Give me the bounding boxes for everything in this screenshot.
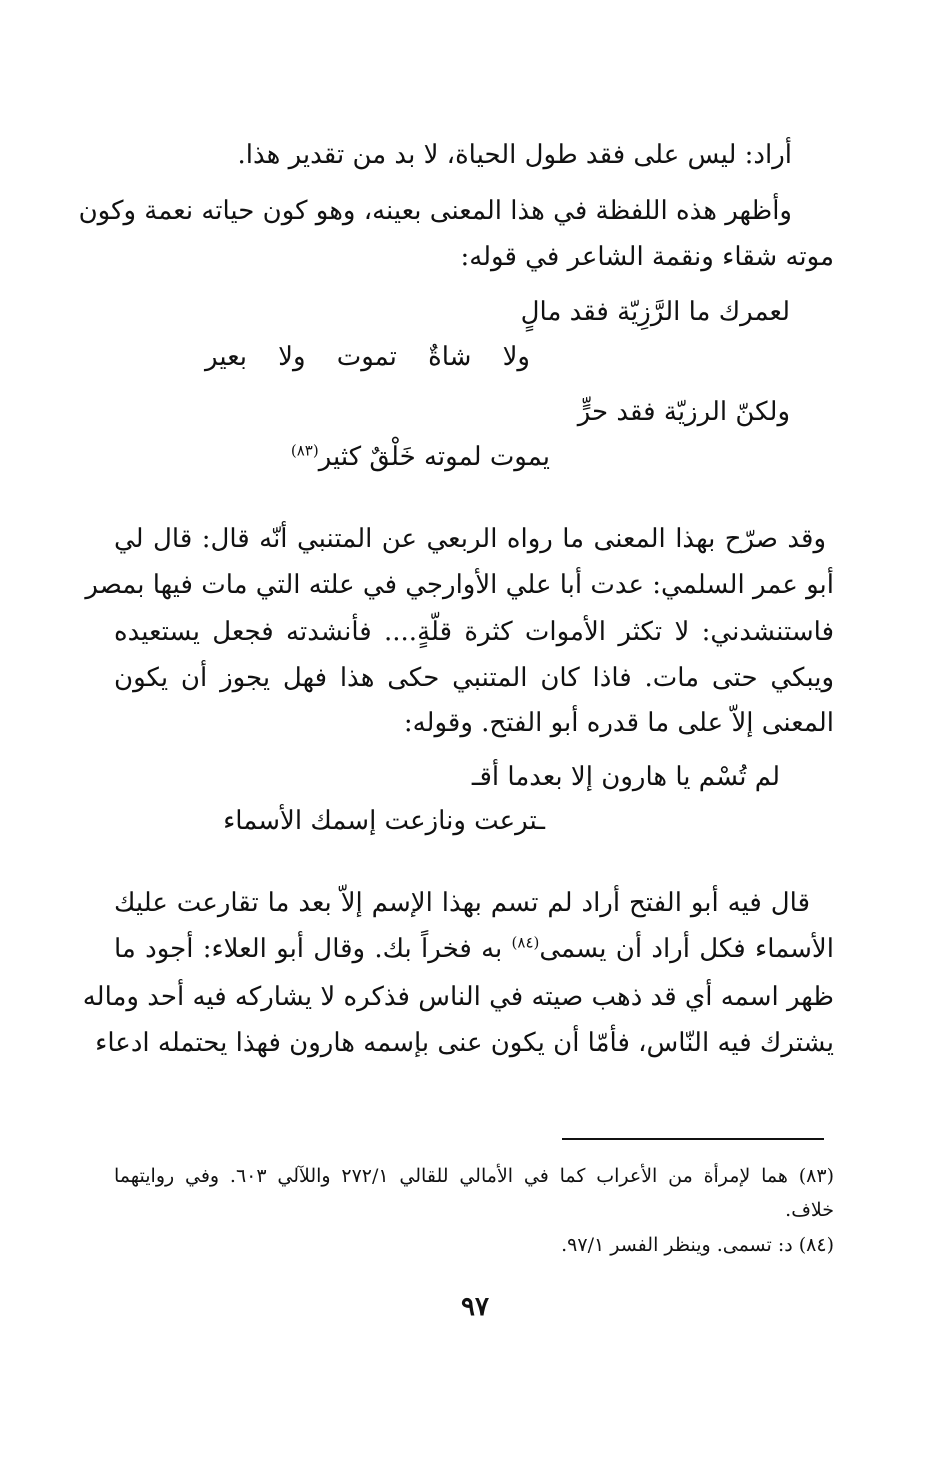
footnote: (٨٣) هما لإمرأة من الأعراب كما في الأمالي للقالي ٢٧٢/١ واللآلي ٦٠٣. وفي روايتهما [114, 1165, 834, 1187]
poem-verse: يموت لموته خَلْقٌ كثير$^{(٨٣)}$ [290, 441, 550, 472]
poem-verse: ـترعت ونازعت إسمك الأسماء [223, 806, 545, 836]
poem-verse: ولا شاةٌ تموت ولا بعير [205, 342, 530, 372]
text-line: أراد: ليس على فقد طول الحياة، لا بد من تقدير هذا. [237, 140, 792, 170]
text-line: ظهر اسمه أي قد ذهب صيته في الناس فذكره لا يشاركه فيه أحد وماله [82, 982, 834, 1012]
text-line: قال فيه أبو الفتح أراد لم تسم بهذا الإسم إلاّ بعد ما تقارعت عليك [114, 888, 810, 918]
text-line: فاستنشدني: لا تكثر الأموات كثرة قلّةٍ.... فأنشدته فجعل يستعيده [114, 617, 834, 647]
text-line: يشترك فيه النّاس، فأمّا أن يكون عنى بإسمه هارون فهذا يحتمله ادعاء [95, 1028, 834, 1058]
text-line: ويبكي حتى مات. فاذا كان المتنبي حكى هذا فهل يجوز أن يكون [114, 663, 834, 693]
text-line: الأسماء فكل أراد أن يسمى$^{(٨٤)}$ به فخراً بك. وقال أبو العلاء: أجود ما [114, 933, 834, 964]
footnote: (٨٤) د: تسمى. وينظر الفسر ٩٧/١. [561, 1234, 834, 1256]
footnote-ref: (٨٣) [290, 441, 319, 460]
text-line: المعنى إلاّ على ما قدره أبو الفتح. وقوله: [403, 708, 834, 738]
text-line: أبو عمر السلمي: عدت أبا علي الأوارجي في علته التي مات فيها بمصر [85, 570, 834, 600]
footnote: خلاف. [785, 1199, 834, 1221]
text-line: وأظهر هذه اللفظة في هذا المعنى بعينه، وهو كون حياته نعمة وكون [78, 196, 792, 226]
page-number: ٩٧ [461, 1292, 489, 1322]
text-line: موته شقاء ونقمة الشاعر في قوله: [460, 242, 834, 272]
footnote-ref: (٨٤) [511, 933, 540, 952]
footnote-divider [562, 1138, 824, 1140]
text-line: وقد صرّح بهذا المعنى ما رواه الربعي عن المتنبي أنّه قال: قال لي [114, 524, 826, 554]
poem-verse: ولكنّ الرزيّة فقد حرٍّ [577, 397, 790, 427]
poem-verse: لم تُسْم يا هارون إلا بعدما أقـ [471, 762, 780, 792]
poem-verse: لعمرك ما الرَّزِيّة فقد مالٍ [520, 297, 790, 327]
